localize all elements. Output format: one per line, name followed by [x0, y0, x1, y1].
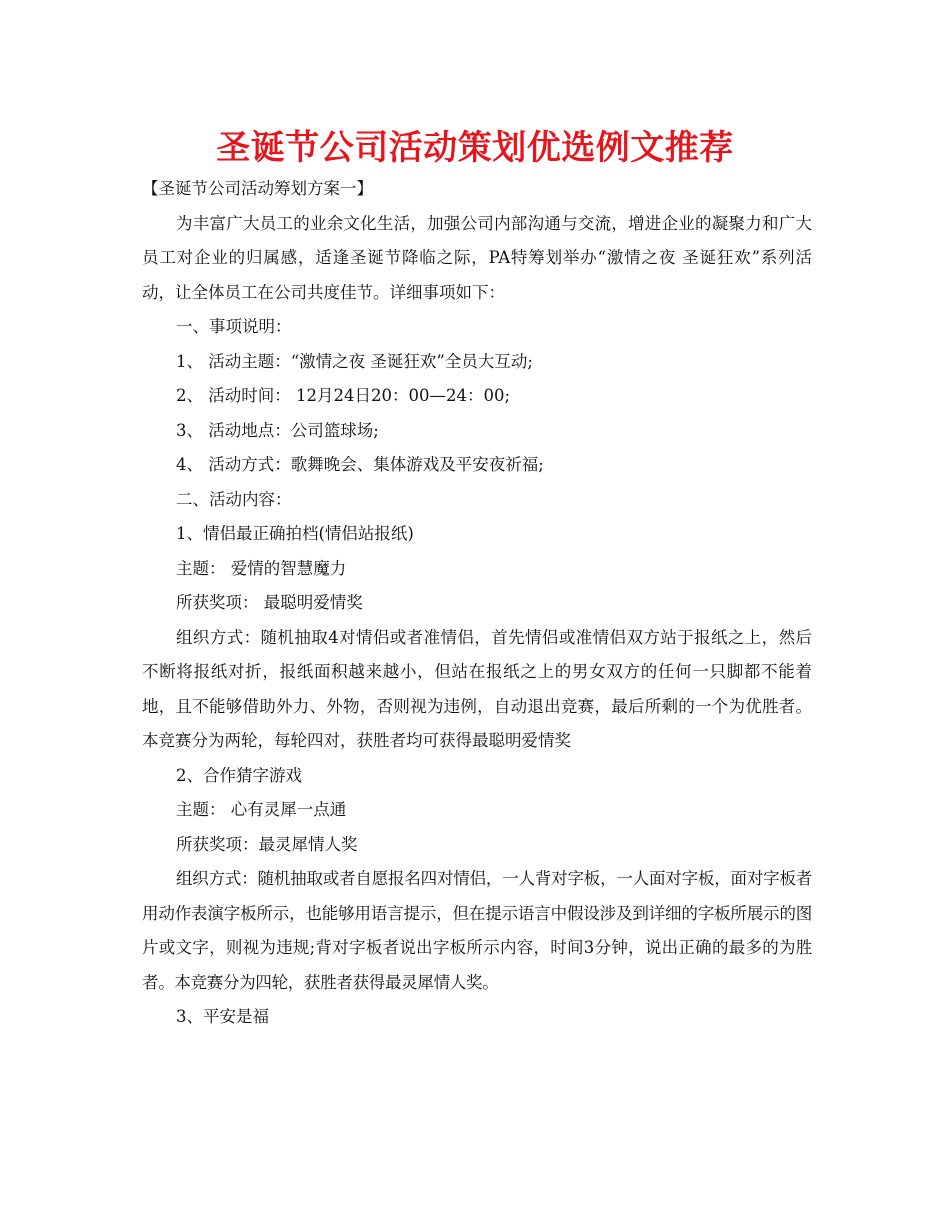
activity-1-title: 1、情侣最正确拍档(情侣站报纸)	[176, 524, 414, 543]
item-format: 4、 活动方式：歌舞晚会、集体游戏及平安夜祈福;	[176, 455, 544, 474]
activity-2-rules: 组织方式：随机抽取或者自愿报名四对情侣，一人背对字板，一人面对字板，面对字板者用动作表演字板所示，也能够用语言提示，但在提示语言中假设涉及到详细的字板所展示的图片或文字，则视为违规;背对字板者说出字板所示内容，时间3分钟，说出正确的最多的为胜者。本竞赛分为四轮，获胜者获得最灵犀情人奖。	[142, 869, 812, 992]
item-time: 2、 活动时间： 12月24日20：00—24：00;	[176, 386, 511, 405]
item-theme: 1、 活动主题：“激情之夜 圣诞狂欢”全员大互动;	[176, 351, 533, 371]
activity-2-award: 所获奖项：最灵犀情人奖	[176, 834, 358, 854]
activity-2-theme: 主题： 心有灵犀一点通	[176, 800, 347, 819]
section-heading-plan-one: 【圣诞节公司活动筹划方案一】	[142, 179, 373, 198]
document-title: 圣诞节公司活动策划优选例文推荐	[216, 128, 734, 168]
document-body	[142, 172, 812, 1035]
activity-1-theme: 主题： 爱情的智慧魔力	[176, 558, 347, 578]
activity-2-title: 2、合作猜字游戏	[176, 765, 302, 785]
heading-activity-content: 二、活动内容：	[176, 489, 292, 509]
activity-1-rules: 组织方式：随机抽取4对情侣或者准情侣，首先情侣或准情侣双方站于报纸之上，然后不断将报纸对折，报纸面积越来越小，但站在报纸之上的男女双方的任何一只脚都不能着地，且不能够借助外力、外物，否则视为违例，自动退出竞赛，最后所剩的一个为优胜者。本竞赛分为两轮，每轮四对，获胜者均可获得最聪明爱情奖	[142, 627, 812, 750]
intro-paragraph: 为丰富广大员工的业余文化生活，加强公司内部沟通与交流，增进企业的凝聚力和广大员工对企业的归属感，适逢圣诞节降临之际，PA特筹划举办“激情之夜 圣诞狂欢”系列活动，让全体员工在公司共度佳节。详细事项如下：	[142, 213, 812, 302]
activity-3-title: 3、平安是福	[176, 1007, 269, 1026]
item-location: 3、 活动地点：公司篮球场;	[176, 420, 379, 440]
heading-item-description: 一、事项说明：	[176, 317, 292, 336]
activity-1-award: 所获奖项： 最聪明爱情奖	[176, 593, 363, 612]
